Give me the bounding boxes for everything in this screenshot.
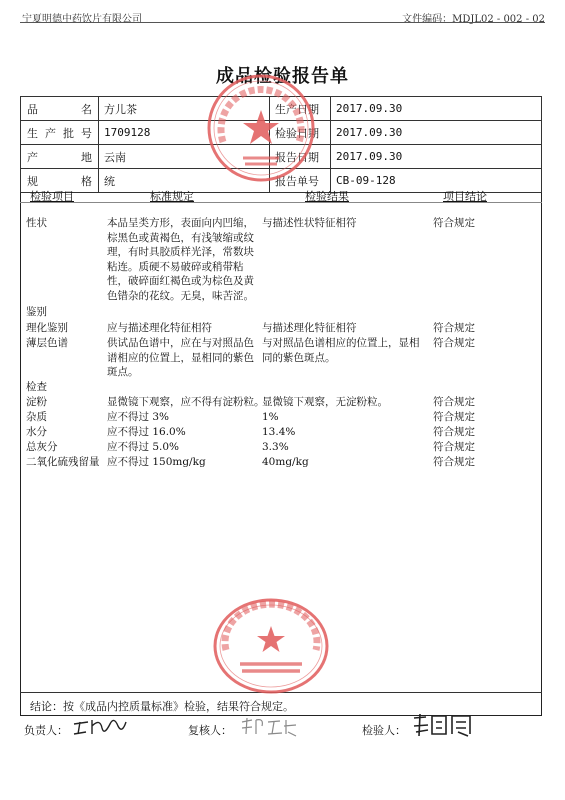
inspection-date: 2017.09.30 xyxy=(331,121,542,145)
row-standard-moisture: 应不得过 16.0% xyxy=(107,426,186,438)
row-result-phys-chem: 与描述理化特征相符 xyxy=(262,322,357,334)
column-header-result: 检验结果 xyxy=(305,190,349,203)
column-header-conclusion: 项目结论 xyxy=(443,190,487,203)
conclusion-line: 结论：按《成品内控质量标准》检验，结果符合规定。 xyxy=(20,692,542,716)
row-conclusion-phys-chem: 符合规定 xyxy=(433,322,475,334)
reviewer-label: 复核人： xyxy=(188,724,232,737)
origin: 云南 xyxy=(99,145,270,169)
row-result-starch: 显微镜下观察，无淀粉粒。 xyxy=(262,396,388,408)
section-identification: 鉴别 xyxy=(26,306,47,318)
row-item-appearance: 性状 xyxy=(26,217,47,229)
column-header-standard: 标准规定 xyxy=(150,190,194,203)
quality-seal xyxy=(205,72,317,184)
row-result-moisture: 13.4% xyxy=(262,426,296,438)
document-number: 文件编码：MDJL02 - 002 - 02 xyxy=(402,14,545,25)
company-header: 宁夏明德中药饮片有限公司 xyxy=(22,14,142,25)
column-header-item: 检验项目 xyxy=(30,190,74,203)
row-standard-ash: 应不得过 5.0% xyxy=(107,441,180,453)
row-conclusion-impurity: 符合规定 xyxy=(433,411,475,423)
reviewer-signature xyxy=(238,712,300,740)
product-name: 方儿茶 xyxy=(99,97,270,121)
row-result-tlc: 与对照品色谱相应的位置上，显相同的紫色斑点。 xyxy=(262,337,420,364)
row-item-impurity: 杂质 xyxy=(26,411,47,423)
production-date: 2017.09.30 xyxy=(331,97,542,121)
row-result-so2: 40mg/kg xyxy=(262,456,309,468)
row-standard-impurity: 应不得过 3% xyxy=(107,411,169,423)
row-result-appearance: 与描述性状特征相符 xyxy=(262,217,357,229)
origin-label: 产 地 xyxy=(21,145,99,169)
row-conclusion-tlc: 符合规定 xyxy=(433,337,475,349)
batch-number: 1709128 xyxy=(99,121,270,145)
inspector-signature xyxy=(410,710,478,740)
report-date-label: 报告日期 xyxy=(270,145,331,169)
row-item-phys-chem: 理化鉴别 xyxy=(26,322,68,334)
row-standard-so2: 应不得过 150mg/kg xyxy=(107,456,206,468)
batch-label: 生产批号 xyxy=(21,121,99,145)
row-standard-appearance: 本品呈类方形，表面向内凹缩，棕黑色或黄褐色，有浅皱缩或纹理，有时具胶质样光泽，常数块粘连。质硬不易破碎或稍带粘性，破碎面红褐色或为棕色及黄色错杂的花纹。无臭，味苦涩。 xyxy=(107,217,254,302)
row-item-tlc: 薄层色谱 xyxy=(26,337,68,349)
row-item-starch: 淀粉 xyxy=(26,396,47,408)
report-title: 成品检验报告单 xyxy=(216,66,349,87)
product-name-label: 品 名 xyxy=(21,97,99,121)
header-divider xyxy=(20,22,545,23)
inspector-label: 检验人： xyxy=(362,724,406,737)
row-standard-phys-chem: 应与描述理化特征相符 xyxy=(107,322,212,334)
row-conclusion-starch: 符合规定 xyxy=(433,396,475,408)
spec: 统 xyxy=(99,169,270,193)
spec-label: 规 格 xyxy=(21,169,99,193)
row-standard-starch: 显微镜下观察，应不得有淀粉粒。 xyxy=(107,396,265,408)
row-item-ash: 总灰分 xyxy=(26,441,58,453)
row-result-impurity: 1% xyxy=(262,411,279,423)
row-conclusion-so2: 符合规定 xyxy=(433,456,475,468)
inspection-date-label: 检验日期 xyxy=(270,121,331,145)
column-header-divider xyxy=(20,202,542,203)
report-number: CB-09-128 xyxy=(331,169,542,193)
section-check: 检查 xyxy=(26,381,47,393)
responsible-label: 负责人： xyxy=(24,724,68,737)
row-conclusion-moisture: 符合规定 xyxy=(433,426,475,438)
production-date-label: 生产日期 xyxy=(270,97,331,121)
row-conclusion-ash: 符合规定 xyxy=(433,441,475,453)
inspection-seal xyxy=(212,596,330,696)
row-standard-tlc: 供试品色谱中，应在与对照品色谱相应的位置上，显相同的紫色斑点。 xyxy=(107,337,254,379)
row-item-so2: 二氧化硫残留量 xyxy=(26,456,100,468)
report-no-label: 报告单号 xyxy=(270,169,331,193)
row-conclusion-appearance: 符合规定 xyxy=(433,217,475,229)
responsible-signature xyxy=(70,712,130,740)
row-item-moisture: 水分 xyxy=(26,426,47,438)
row-result-ash: 3.3% xyxy=(262,441,289,453)
report-date: 2017.09.30 xyxy=(331,145,542,169)
